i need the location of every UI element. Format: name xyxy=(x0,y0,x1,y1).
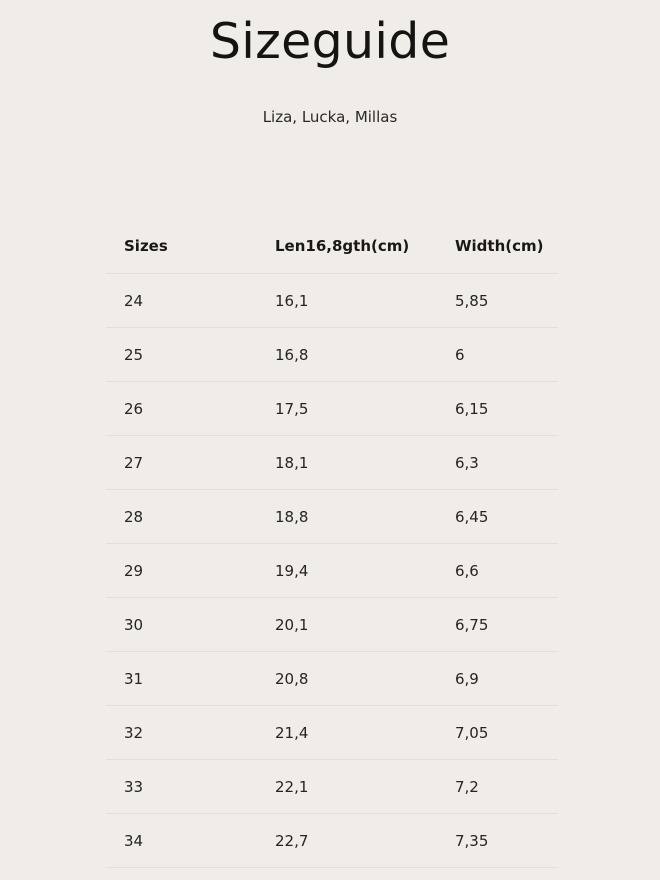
width-cell: 6,75 xyxy=(455,615,489,634)
width-cell: 7,35 xyxy=(455,831,489,850)
length-cell: 18,8 xyxy=(275,507,309,526)
length-cell: 20,1 xyxy=(275,615,309,634)
table-row xyxy=(106,436,558,490)
table-row xyxy=(106,760,558,814)
size-cell: 27 xyxy=(124,453,144,472)
table-row xyxy=(106,598,558,652)
product-names-subtitle: Liza, Lucka, Millas xyxy=(262,108,398,126)
table-row xyxy=(106,706,558,760)
width-cell: 6 xyxy=(455,345,465,364)
size-cell: 34 xyxy=(124,831,144,850)
table-row xyxy=(106,490,558,544)
size-cell: 26 xyxy=(124,399,144,418)
size-cell: 29 xyxy=(124,561,144,580)
header-width: Width(cm) xyxy=(455,236,544,255)
width-cell: 7,05 xyxy=(455,723,489,742)
size-cell: 33 xyxy=(124,777,144,796)
table-row xyxy=(106,544,558,598)
length-cell: 20,8 xyxy=(275,669,309,688)
header-sizes: Sizes xyxy=(124,236,168,255)
size-cell: 32 xyxy=(124,723,144,742)
length-cell: 22,7 xyxy=(275,831,309,850)
table-row xyxy=(106,382,558,436)
length-cell: 21,4 xyxy=(275,723,309,742)
table-header-row xyxy=(106,218,558,274)
size-cell: 30 xyxy=(124,615,144,634)
length-cell: 16,8 xyxy=(275,345,309,364)
size-cell: 25 xyxy=(124,345,144,364)
length-cell: 22,1 xyxy=(275,777,309,796)
table-row xyxy=(106,274,558,328)
size-table xyxy=(106,218,558,868)
size-cell: 31 xyxy=(124,669,144,688)
width-cell: 6,3 xyxy=(455,453,479,472)
length-cell: 16,1 xyxy=(275,291,309,310)
width-cell: 6,45 xyxy=(455,507,489,526)
width-cell: 6,6 xyxy=(455,561,479,580)
length-cell: 17,5 xyxy=(275,399,309,418)
width-cell: 6,15 xyxy=(455,399,489,418)
length-cell: 19,4 xyxy=(275,561,309,580)
table-row xyxy=(106,328,558,382)
table-row xyxy=(106,814,558,868)
header-length: Len16,8gth(cm) xyxy=(275,236,410,255)
page-title: Sizeguide xyxy=(209,13,451,70)
size-cell: 28 xyxy=(124,507,144,526)
length-cell: 18,1 xyxy=(275,453,309,472)
width-cell: 5,85 xyxy=(455,291,489,310)
width-cell: 7,2 xyxy=(455,777,479,796)
size-cell: 24 xyxy=(124,291,144,310)
table-row xyxy=(106,652,558,706)
width-cell: 6,9 xyxy=(455,669,479,688)
